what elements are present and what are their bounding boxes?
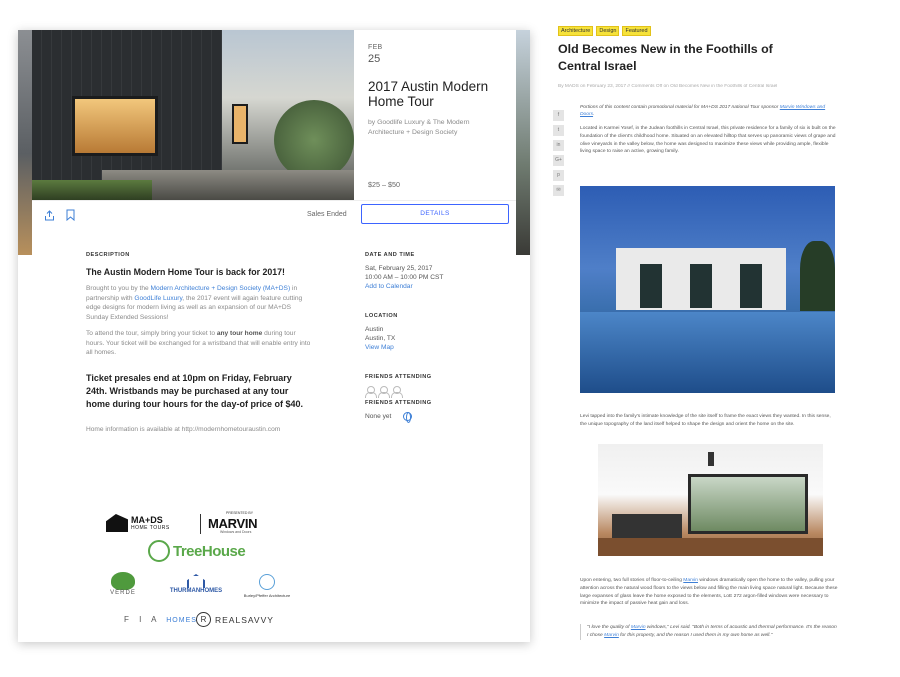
date-time-heading: DATE AND TIME [365, 252, 415, 258]
promo-text-end: . [593, 112, 595, 117]
home-information: Home information is available at http://modernhometouraustin.com [86, 425, 281, 433]
marvin-logo: MARVIN [208, 516, 258, 531]
bookmark-icon[interactable] [66, 209, 75, 221]
p3-text-pre: Upon entering, two full stories of floor-to-ceiling [580, 578, 684, 583]
article-meta: By MADS on February 23, 2017 // Comments Off on Old Becomes New in the Foothills of Central Israel [558, 84, 778, 89]
treehouse-logo [148, 540, 245, 562]
twitter-icon[interactable]: t [553, 125, 564, 136]
description-heading: DESCRIPTION [86, 252, 130, 258]
photo-window [740, 264, 762, 308]
house-exterior-photo [580, 186, 835, 393]
event-price: $25 – $50 [368, 180, 400, 189]
event-side-info [365, 252, 505, 421]
thurman-logo-text: THURMANHOMES [169, 588, 223, 594]
description-paragraph-1 [86, 284, 311, 322]
avatar-placeholder-icon [365, 386, 375, 398]
avatar-placeholder-icon [391, 386, 401, 398]
quote-text-mid: windows," Levi said. "Both in terms of acoustic and thermal performance. It's the reason I chose [587, 625, 837, 638]
burley-logo-text: Burley/Pfeffer Architecture [243, 593, 291, 598]
friends-heading-2: FRIENDS ATTENDING [365, 400, 432, 406]
event-date-month: FEB [368, 44, 383, 51]
burley-pfeffer-logo [232, 574, 302, 598]
article-intro [580, 104, 838, 156]
friends-avatars [365, 386, 505, 398]
fia-logo-homes: HOMES [166, 617, 197, 624]
avatar-placeholder-icon [378, 386, 388, 398]
sponsor-logos [104, 510, 304, 635]
hero-window-small [232, 104, 248, 144]
photo-pool [580, 312, 835, 393]
description-section [86, 252, 311, 434]
marvin-logo-sub: Windows and Doors [220, 530, 252, 534]
details-button[interactable]: DETAILS [361, 204, 509, 224]
globe-icon[interactable] [403, 412, 412, 421]
verde-logo-text: VERDE [110, 590, 136, 596]
mads-logo-line1: MA+DS [131, 514, 163, 525]
facebook-icon[interactable]: f [553, 110, 564, 121]
article-paragraph-3 [580, 577, 838, 608]
p2-text-pre: To attend the tour, simply bring your ticket to [86, 330, 217, 337]
tag-featured[interactable]: Featured [622, 26, 650, 36]
pinterest-icon[interactable]: p [553, 170, 564, 181]
marvin-link[interactable]: Marvin [604, 632, 619, 638]
fia-logo-text: F I A [124, 615, 161, 624]
tree-icon [148, 540, 170, 562]
quote-text [587, 624, 838, 640]
ticket-presale-notice: Ticket presales end at 10pm on Friday, February 24th. Wristbands may be purchased at any tour home during tour hours for the day-of price of $40. [86, 372, 304, 409]
view-map-link[interactable]: View Map [365, 344, 394, 351]
marvin-link[interactable]: Marvin [630, 625, 646, 630]
article-paragraph-2: Levi tapped into the family's intimate knowledge of the site itself to frame the exact views they wanted. In this sense, the unique topography of the land itself helped to shape the design and orient the home on the site. [580, 414, 831, 427]
mads-logo-text [131, 516, 170, 531]
location-section [365, 313, 505, 352]
description-headline: The Austin Modern Home Tour is back for 2017! [86, 267, 285, 277]
add-to-calendar-link[interactable]: Add to Calendar [365, 283, 413, 290]
event-time: 10:00 AM – 10:00 PM CST [365, 274, 444, 281]
photo-sofa [612, 514, 682, 538]
realsavvy-logo [196, 612, 274, 627]
p1-text-pre: Brought to you by the [86, 285, 151, 292]
share-icon[interactable] [44, 210, 55, 221]
marvin-link[interactable]: Marvin Windows and Doors [580, 105, 826, 117]
location-heading: LOCATION [365, 313, 398, 319]
marvin-link[interactable]: Marvin [683, 578, 698, 583]
realsavvy-icon: R [196, 612, 211, 627]
event-action-bar [32, 200, 516, 230]
realsavvy-logo-text: REALSAVVY [215, 614, 274, 625]
photo-window [688, 474, 808, 534]
hero-tree [274, 100, 354, 180]
description-paragraph-2 [86, 329, 311, 358]
friends-heading: FRIENDS ATTENDING [365, 374, 432, 380]
event-date: Sat, February 25, 2017 [365, 265, 433, 272]
tag-design[interactable]: Design [596, 26, 619, 36]
quote-text-pre: "I love the quality of [587, 625, 631, 630]
p1-text-mid: in partnership with [86, 285, 298, 302]
treehouse-logo-text: TreeHouse [173, 542, 246, 560]
email-icon[interactable]: ✉ [553, 185, 564, 196]
article-title: Old Becomes New in the Foothills of Central Israel [558, 42, 773, 73]
verde-logo [104, 572, 142, 596]
sales-status: Sales Ended [307, 211, 347, 218]
background-image-edge-left [18, 30, 32, 255]
event-hero-image [32, 30, 354, 200]
article-paragraph-1: Located in Karmei Yosef, in the Judean foothills in Central Israel, this private residence for a family of six is built on the foundation of the client's childhood home. Situated on an elevated hilltop that serves up panoramic views of grape and olive vineyards in the valley below, the home was designed to maximize these views while providing ample, flexible living space to raise an active, growing family. [580, 126, 836, 155]
location-value [365, 325, 505, 352]
photo-trees [800, 241, 835, 311]
promo-text: Portions of this content contain promotional material for MA+DS 2017 national Tour sponsor [580, 105, 780, 110]
p1-text-post: , the 2017 event will again feature cutting edge designs for modern living as well as an expansion of our MA+DS Sunday Extended Sessions! [86, 294, 303, 321]
article-tags [558, 26, 858, 36]
hero-window [72, 96, 158, 156]
p2-text-bold: any tour home [216, 330, 263, 337]
circle-icon [259, 574, 275, 590]
event-title: 2017 Austin Modern Home Tour [368, 79, 489, 109]
house-icon [106, 514, 128, 532]
fia-homes-logo [124, 615, 197, 624]
social-share-bar [553, 110, 564, 200]
thurman-homes-logo [166, 574, 226, 594]
date-time-value [365, 264, 505, 291]
event-card [18, 30, 530, 642]
p2-text-post: during tour hours. Your ticket will be exchanged for a wristband that will enable entry into all homes. [86, 330, 311, 356]
tree-icon [111, 572, 135, 590]
blog-article [555, 26, 858, 638]
house-interior-photo [598, 444, 823, 556]
linkedin-icon[interactable]: in [553, 140, 564, 151]
quote-text-post: for this property, and the reason I used them in my own home as well." [618, 632, 773, 638]
photo-window [640, 264, 662, 308]
photo-pendant-light [708, 452, 714, 466]
friends-none-text: None yet [365, 413, 392, 420]
friends-section [365, 374, 505, 421]
logo-divider [200, 514, 201, 534]
article-quote [580, 624, 838, 640]
promo-disclosure [580, 104, 838, 118]
event-summary-panel [354, 30, 516, 200]
article-paragraph-2-block [580, 406, 838, 429]
photo-window [690, 264, 712, 308]
article-paragraph-3-block [580, 570, 838, 608]
mads-home-tours-logo [106, 514, 170, 532]
hero-grass [32, 180, 152, 200]
p3-text-post: windows dramatically open the home to the valley, pulling your attention across the natural wood floors to the views below and filling the main living space natural light. Because these large expanses of glass leave the home exposed to the elements, LoE 272 argon-filled windows were necessary to minimize the impact of passive heat gain and loss. [580, 578, 838, 607]
mads-link[interactable]: Modern Architecture + Design Society (MA+DS) [150, 285, 291, 292]
background-image-edge-right [516, 30, 530, 255]
event-organizer[interactable]: by Goodlife Luxury & The Modern Architecture + Design Society [368, 119, 470, 136]
tag-architecture[interactable]: Architecture [558, 26, 593, 36]
house-icon [187, 574, 205, 588]
goodlife-link[interactable]: GoodLife Luxury [134, 294, 183, 302]
friends-none [365, 412, 505, 421]
location-line-2: Austin, TX [365, 335, 396, 342]
event-date-day: 25 [368, 53, 381, 65]
location-line-1: Austin [365, 326, 384, 333]
marvin-presented-by: PRESENTED BY [226, 511, 254, 515]
google-plus-icon[interactable]: G+ [553, 155, 564, 166]
mads-logo-line2: HOME TOURS [131, 524, 170, 531]
photo-floor [598, 538, 823, 556]
